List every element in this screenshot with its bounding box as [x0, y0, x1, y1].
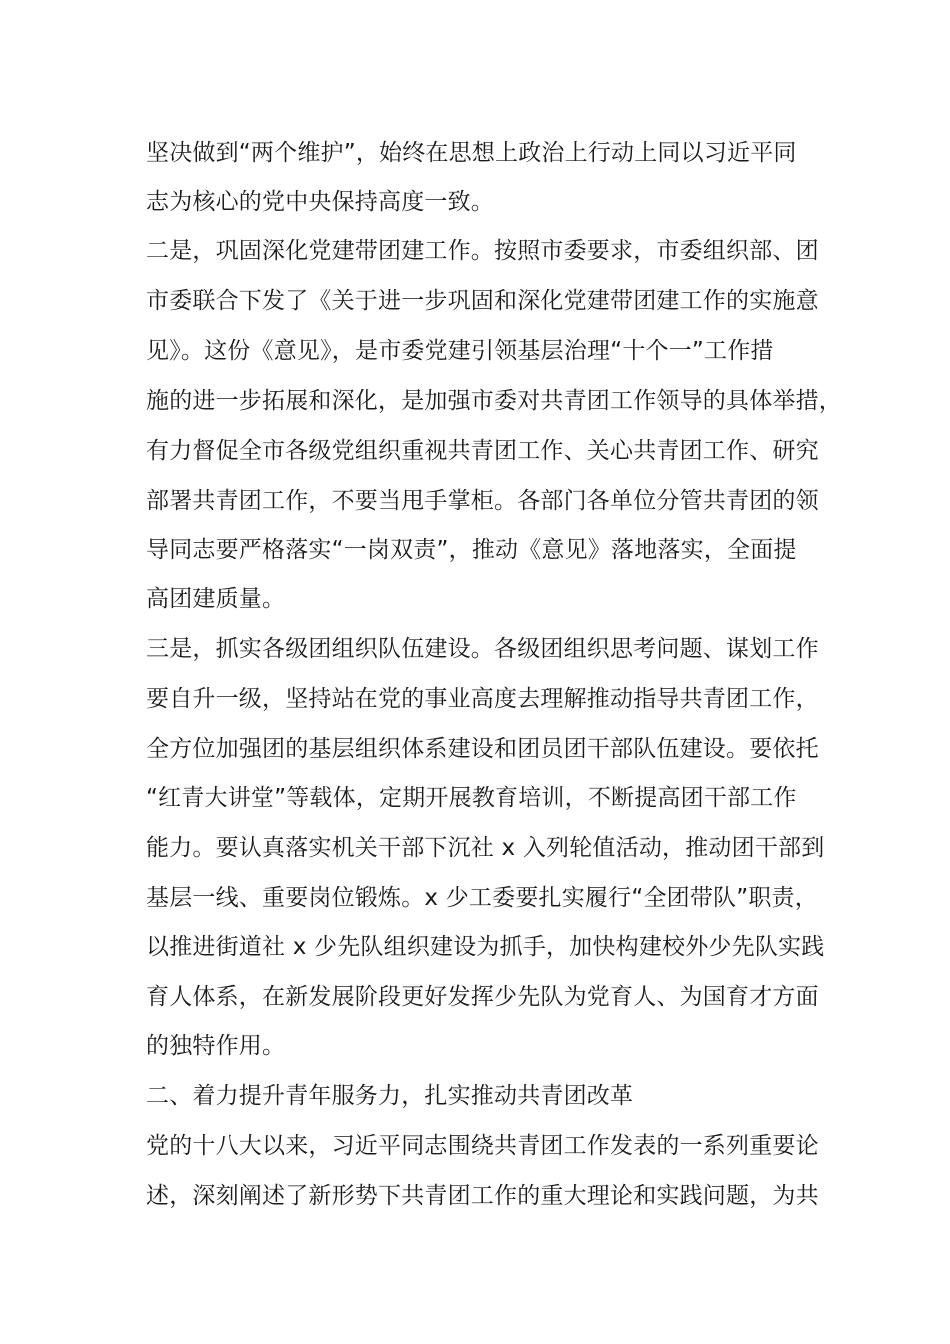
text-line: 能力。要认真落实机关干部下沉社 x 入列轮值活动，推动团干部到 — [146, 835, 825, 861]
text-line: 述，深刻阐述了新形势下共青团工作的重大理论和实践问题，为共 — [146, 1183, 819, 1209]
text-line: 见》。这份《意见》，是市委党建引领基层治理“十个一”工作措 — [146, 338, 774, 364]
text-line: 全方位加强团的基层组织体系建设和团员团干部队伍建设。要依托 — [146, 736, 819, 762]
section-heading: 二、着力提升青年服务力，扎实推动共青团改革 — [146, 1083, 634, 1109]
text-line: 二是，巩固深化党建带团建工作。按照市委要求，市委组织部、团 — [146, 238, 819, 264]
text-line: 施的进一步拓展和深化，是加强市委对共青团工作领导的具体举措， — [146, 388, 842, 414]
text-line: 志为核心的党中央保持高度一致。 — [146, 189, 494, 215]
text-line: 高团建质量。 — [146, 586, 286, 612]
text-line: 导同志要严格落实“一岗双责”，推动《意见》落地落实，全面提 — [146, 537, 797, 563]
text-line: 以推进街道社 x 少先队组织建设为抓手，加快构建校外少先队实践 — [146, 934, 825, 960]
text-line: 部署共青团工作，不要当甩手掌柜。各部门各单位分管共青团的领 — [146, 488, 819, 514]
text-line: “红青大讲堂”等载体，定期开展教育培训，不断提高团干部工作 — [146, 785, 797, 811]
text-line: 党的十八大以来，习近平同志围绕共青团工作发表的一系列重要论 — [146, 1133, 819, 1159]
text-line: 有力督促全市各级党组织重视共青团工作、关心共青团工作、研究 — [146, 438, 819, 464]
text-line: 基层一线、重要岗位锻炼。x 少工委要扎实履行“全团带队”职责， — [146, 885, 818, 911]
text-line: 要自升一级，坚持站在党的事业高度去理解推动指导共青团工作， — [146, 686, 819, 712]
text-line: 育人体系，在新发展阶段更好发挥少先队为党育人、为国育才方面 — [146, 984, 819, 1010]
text-line: 的独特作用。 — [146, 1033, 286, 1059]
text-line: 坚决做到“两个维护”，始终在思想上政治上行动上同以习近平同 — [146, 140, 797, 166]
text-line: 市委联合下发了《关于进一步巩固和深化党建带团建工作的实施意 — [146, 288, 819, 314]
text-line: 三是，抓实各级团组织队伍建设。各级团组织思考问题、谋划工作 — [146, 636, 819, 662]
